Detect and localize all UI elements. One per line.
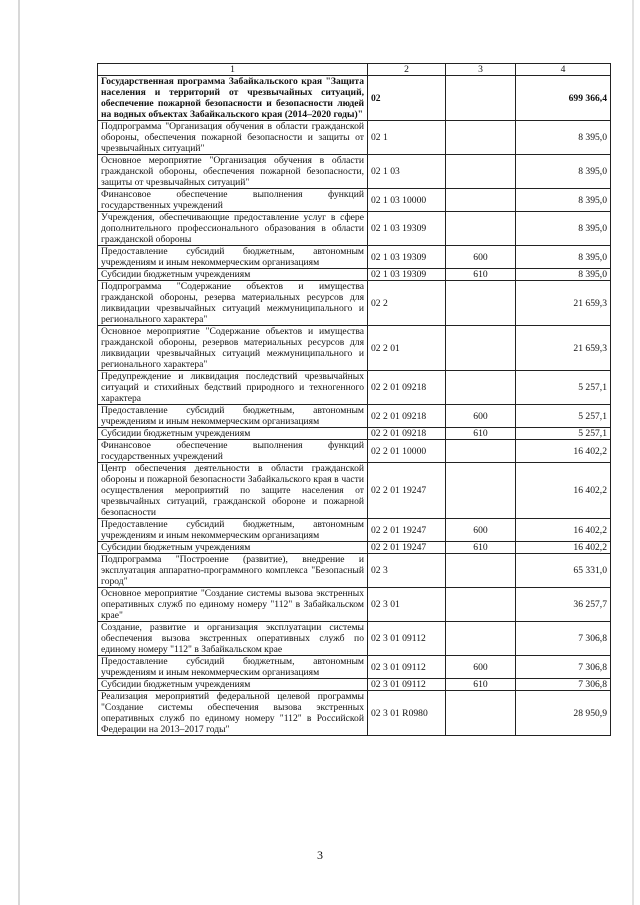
row-vr-cell: 610 [446,542,516,554]
row-vr-cell [446,691,516,736]
row-code-cell: 02 1 03 19309 [368,212,446,246]
row-amount-cell: 8 395,0 [516,246,611,269]
row-code-cell: 02 [368,76,446,121]
row-vr-cell [446,371,516,405]
header-col-1: 1 [98,64,368,76]
row-name-cell: Подпрограмма "Построение (развитие), внедрение и эксплуатация аппаратно-программного комплекса "Безопасный город" [98,554,368,588]
row-vr-cell [446,281,516,326]
row-vr-cell [446,440,516,463]
table-row [98,542,611,554]
scan-edge-right [632,0,634,905]
row-amount-cell: 8 395,0 [516,212,611,246]
row-code-cell: 02 2 01 [368,326,446,371]
row-code-cell: 02 3 01 09112 [368,679,446,691]
row-amount-cell: 16 402,2 [516,440,611,463]
row-vr-cell [446,76,516,121]
row-vr-cell: 610 [446,269,516,281]
row-name-cell: Субсидии бюджетным учреждениям [98,269,368,281]
row-vr-cell [446,121,516,155]
row-name-cell: Основное мероприятие "Содержание объектов и имущества гражданской обороны, резервов материальных ресурсов для ликвидации чрезвычайных ситуаций межмуниципального и регионального характера" [98,326,368,371]
row-vr-cell: 610 [446,428,516,440]
table-header-row [98,64,611,76]
table-row [98,212,611,246]
row-code-cell: 02 2 01 19247 [368,519,446,542]
table-row [98,588,611,622]
row-amount-cell: 21 659,3 [516,281,611,326]
budget-table-body [98,64,611,736]
row-name-cell: Государственная программа Забайкальского края "Защита населения и территорий от чрезвычайных ситуаций, обеспечение пожарной безопасности и безопасности людей на водных объектах Забайкальского края (2014–2020 годы)" [98,76,368,121]
row-code-cell: 02 3 01 09112 [368,656,446,679]
row-vr-cell: 610 [446,679,516,691]
row-code-cell: 02 1 03 10000 [368,189,446,212]
header-col-2: 2 [368,64,446,76]
row-code-cell: 02 3 01 R0980 [368,691,446,736]
row-name-cell: Субсидии бюджетным учреждениям [98,428,368,440]
table-row [98,428,611,440]
row-name-cell: Предоставление субсидий бюджетным, автономным учреждениям и иным некоммерческим организациям [98,405,368,428]
row-amount-cell: 16 402,2 [516,463,611,519]
budget-table [97,63,611,736]
row-code-cell: 02 2 01 09218 [368,428,446,440]
table-row [98,189,611,212]
row-amount-cell: 5 257,1 [516,371,611,405]
row-amount-cell: 16 402,2 [516,519,611,542]
table-row [98,281,611,326]
table-row [98,121,611,155]
row-code-cell: 02 2 01 19247 [368,463,446,519]
row-name-cell: Финансовое обеспечение выполнения функций государственных учреждений [98,440,368,463]
row-name-cell: Центр обеспечения деятельности в области гражданской обороны и пожарной безопасности Забайкальского края в части осуществления мероприятий по защите населения от чрезвычайных ситуаций, гражданской обороне и пожарной безопасности [98,463,368,519]
row-code-cell: 02 1 03 [368,155,446,189]
row-code-cell: 02 2 01 19247 [368,542,446,554]
row-name-cell: Субсидии бюджетным учреждениям [98,679,368,691]
row-vr-cell: 600 [446,405,516,428]
table-row [98,76,611,121]
row-vr-cell [446,212,516,246]
table-row [98,679,611,691]
row-amount-cell: 16 402,2 [516,542,611,554]
row-amount-cell: 7 306,8 [516,622,611,656]
row-name-cell: Предоставление субсидий бюджетным, автономным учреждениям и иным некоммерческим организациям [98,519,368,542]
row-amount-cell: 8 395,0 [516,269,611,281]
row-vr-cell [446,588,516,622]
row-amount-cell: 5 257,1 [516,405,611,428]
row-vr-cell: 600 [446,519,516,542]
row-code-cell: 02 3 01 [368,588,446,622]
row-amount-cell: 8 395,0 [516,155,611,189]
row-name-cell: Предоставление субсидий бюджетным, автономным учреждениям и иным некоммерческим организациям [98,246,368,269]
row-name-cell: Основное мероприятие "Создание системы вызова экстренных оперативных служб по единому номеру "112" в Забайкальском крае" [98,588,368,622]
row-code-cell: 02 2 01 09218 [368,405,446,428]
table-row [98,371,611,405]
row-amount-cell: 699 366,4 [516,76,611,121]
row-code-cell: 02 1 03 19309 [368,269,446,281]
row-name-cell: Субсидии бюджетным учреждениям [98,542,368,554]
header-col-3: 3 [446,64,516,76]
row-name-cell: Создание, развитие и организация эксплуатации системы обеспечения вызова экстренных оперативных служб по единому номеру "112" в Забайкальском крае [98,622,368,656]
header-col-4: 4 [516,64,611,76]
row-vr-cell: 600 [446,246,516,269]
table-row [98,326,611,371]
row-amount-cell: 8 395,0 [516,121,611,155]
row-vr-cell [446,463,516,519]
row-vr-cell [446,554,516,588]
row-amount-cell: 36 257,7 [516,588,611,622]
table-row [98,440,611,463]
table-row [98,656,611,679]
row-name-cell: Предоставление субсидий бюджетным, автономным учреждениям и иным некоммерческим организациям [98,656,368,679]
row-vr-cell [446,622,516,656]
row-code-cell: 02 3 [368,554,446,588]
row-amount-cell: 28 950,9 [516,691,611,736]
table-row [98,519,611,542]
row-vr-cell [446,189,516,212]
row-name-cell: Предупреждение и ликвидация последствий чрезвычайных ситуаций и стихийных бедствий природного и техногенного характера [98,371,368,405]
row-name-cell: Реализация мероприятий федеральной целевой программы "Создание системы обеспечения вызова экстренных оперативных служб по единому номеру "112" в Российской Федерации на 2013–2017 годы" [98,691,368,736]
row-code-cell: 02 2 01 10000 [368,440,446,463]
row-vr-cell: 600 [446,656,516,679]
row-code-cell: 02 3 01 09112 [368,622,446,656]
row-vr-cell [446,326,516,371]
table-row [98,463,611,519]
table-row [98,622,611,656]
row-code-cell: 02 2 [368,281,446,326]
table-row [98,155,611,189]
row-amount-cell: 5 257,1 [516,428,611,440]
row-code-cell: 02 2 01 09218 [368,371,446,405]
page-number: 3 [317,848,323,862]
row-name-cell: Учреждения, обеспечивающие предоставление услуг в сфере дополнительного профессионального образования в области гражданской обороны [98,212,368,246]
row-amount-cell: 7 306,8 [516,656,611,679]
row-name-cell: Подпрограмма "Содержание объектов и имущества гражданской обороны, резерва материальных ресурсов для ликвидации чрезвычайных ситуаций межмуниципального и регионального характера" [98,281,368,326]
row-vr-cell [446,155,516,189]
table-row [98,269,611,281]
scan-edge-left [18,0,20,905]
row-code-cell: 02 1 03 19309 [368,246,446,269]
row-name-cell: Финансовое обеспечение выполнения функций государственных учреждений [98,189,368,212]
row-amount-cell: 65 331,0 [516,554,611,588]
table-row [98,405,611,428]
row-code-cell: 02 1 [368,121,446,155]
table-row [98,554,611,588]
row-amount-cell: 21 659,3 [516,326,611,371]
row-amount-cell: 7 306,8 [516,679,611,691]
table-row [98,246,611,269]
row-name-cell: Основное мероприятие "Организация обучения в области гражданской обороны, обеспечения пожарной безопасности, защиты от чрезвычайных ситуаций" [98,155,368,189]
table-row [98,691,611,736]
row-amount-cell: 8 395,0 [516,189,611,212]
row-name-cell: Подпрограмма "Организация обучения в области гражданской обороны, обеспечения пожарной безопасности и защиты от чрезвычайных ситуаций" [98,121,368,155]
